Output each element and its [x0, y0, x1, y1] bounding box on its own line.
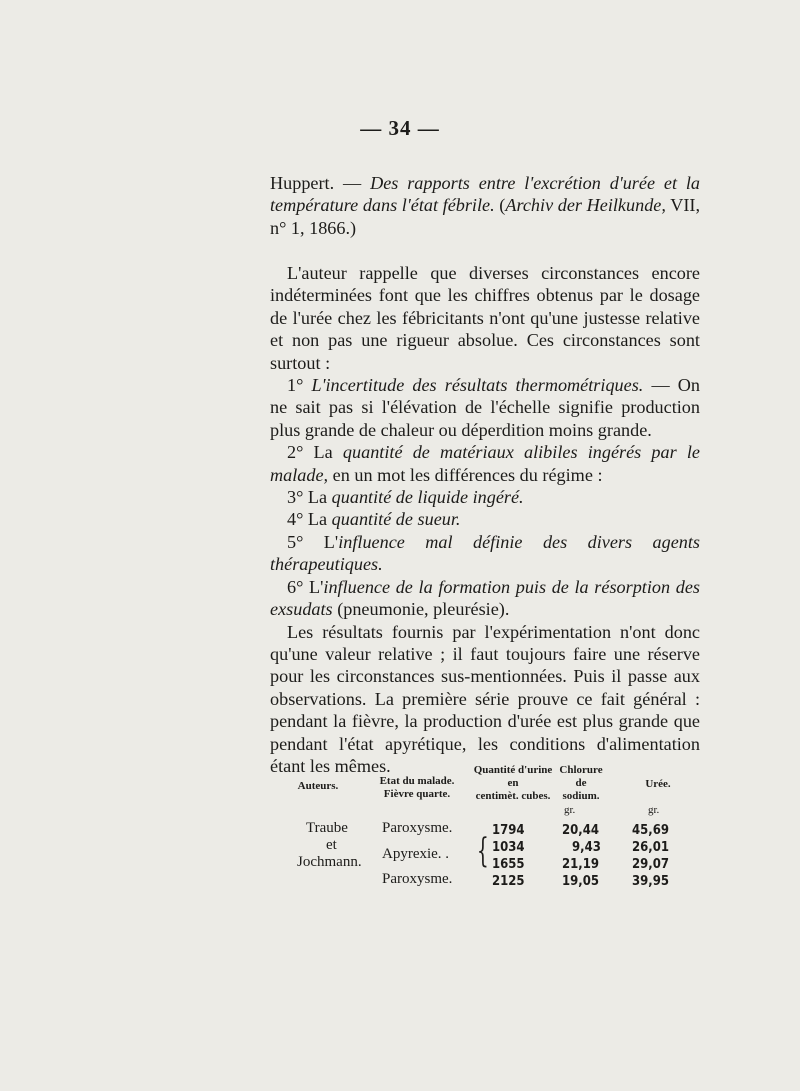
row4-urine: 2125	[492, 874, 525, 889]
page-number: — 34 —	[360, 116, 440, 140]
reference-details: VII, n° 1, 1866.)	[270, 195, 700, 238]
row2-urine: 1034	[492, 840, 525, 855]
author-line-3: Jochmann.	[297, 854, 362, 870]
reference-paren: (	[494, 195, 506, 216]
list-item-text: — On ne sait pas si l'élévation de l'échelle signifie production plus grande de chaleur ou déperdition moins grande.	[270, 375, 700, 440]
list-item-4	[270, 508, 700, 530]
row2-chlor: 9,43	[572, 840, 601, 855]
list-item-6	[270, 576, 700, 621]
author-line-2: et	[326, 837, 337, 853]
body-text	[270, 262, 700, 777]
list-item-3	[270, 486, 700, 508]
row4-urea: 39,95	[632, 874, 669, 889]
row3-chlor: 21,19	[562, 857, 599, 872]
header-urine	[468, 764, 558, 803]
row2-urea: 26,01	[632, 840, 669, 855]
row1-chlor: 20,44	[562, 823, 599, 838]
list-item-text: (pneumonie, pleurésie).	[332, 599, 510, 620]
list-number: 3° La	[287, 487, 332, 508]
row4-state: Paroxysme.	[382, 871, 453, 887]
bibliographic-reference	[270, 172, 700, 239]
paragraph-intro: L'auteur rappelle que diverses circonstances encore indéterminées font que les chiffres obtenus par le dosage de l'urée chez les fébricitants n'ont qu'une justesse relative et non pas une rigueur absolue. Ces circonstances sont surtout :	[270, 263, 700, 373]
header-urine-line1: Quantité d'urine	[473, 764, 553, 776]
header-urine-line3: centimèt. cubes.	[475, 790, 551, 802]
list-item-5	[270, 531, 700, 576]
brace-icon: {	[476, 831, 489, 871]
reference-dash: —	[334, 173, 371, 193]
header-urea: Urée.	[645, 778, 671, 790]
reference-journal: Archiv der Heilkunde,	[505, 195, 666, 216]
list-item-text: en un mot les différences du régime :	[328, 464, 603, 485]
header-state-line1: Etat du malade.	[379, 775, 455, 787]
author-line-1: Traube	[306, 820, 348, 836]
list-item-emphasis: influence mal définie des divers agents thérapeutiques.	[270, 531, 700, 575]
header-urine-line2: en	[507, 777, 519, 789]
row4-chlor: 19,05	[562, 874, 599, 889]
header-state	[372, 775, 462, 801]
list-item-emphasis: quantité de matériaux alibiles ingérés par le malade,	[270, 442, 700, 485]
list-number: 4° La	[287, 509, 332, 530]
list-item-emphasis: L'incertitude des résultats thermométriques.	[311, 375, 644, 396]
list-item-emphasis: quantité de liquide ingéré.	[331, 487, 524, 508]
unit-urea: gr.	[648, 804, 660, 816]
row1-state: Paroxysme.	[382, 820, 453, 836]
list-number: 5° L'	[287, 531, 339, 552]
row1-urine: 1794	[492, 823, 525, 838]
list-item-2	[270, 441, 700, 486]
list-number: 1°	[287, 375, 312, 396]
paragraph-results: Les résultats fournis par l'expérimentation n'ont donc qu'une valeur relative ; il faut toujours faire une réserve pour les circonstances sus-mentionnées. Puis il passe aux observations. La première série prouve ce fait général : pendant la fièvre, la production d'urée est plus grande que pendant l'état apyrétique, les conditions d'alimentation étant les mêmes.	[270, 621, 700, 776]
row3-urine: 1655	[492, 857, 525, 872]
header-chlor-line2: de	[575, 777, 587, 789]
unit-chlor: gr.	[564, 804, 576, 816]
row1-urea: 45,69	[632, 823, 669, 838]
reference-author: Huppert.	[270, 173, 335, 193]
list-item-1	[270, 374, 700, 441]
header-state-line2: Fièvre quarte.	[383, 788, 451, 800]
header-chlorure	[546, 764, 616, 803]
list-item-emphasis: quantité de sueur.	[331, 509, 461, 530]
list-item-emphasis: influence de la formation puis de la résorption des exsudats	[270, 576, 700, 620]
header-authors: Auteurs.	[297, 780, 339, 792]
row-apyrexie-state: Apyrexie. .	[382, 846, 450, 862]
list-number: 6° L'	[287, 576, 324, 597]
reference-title: Des rapports entre l'excrétion d'urée et la température dans l'état fébrile.	[270, 173, 701, 216]
row3-urea: 29,07	[632, 857, 669, 872]
header-chlor-line1: Chlorure	[559, 764, 603, 776]
header-chlor-line3: sodium.	[562, 790, 600, 802]
list-number: 2° La	[287, 442, 343, 463]
